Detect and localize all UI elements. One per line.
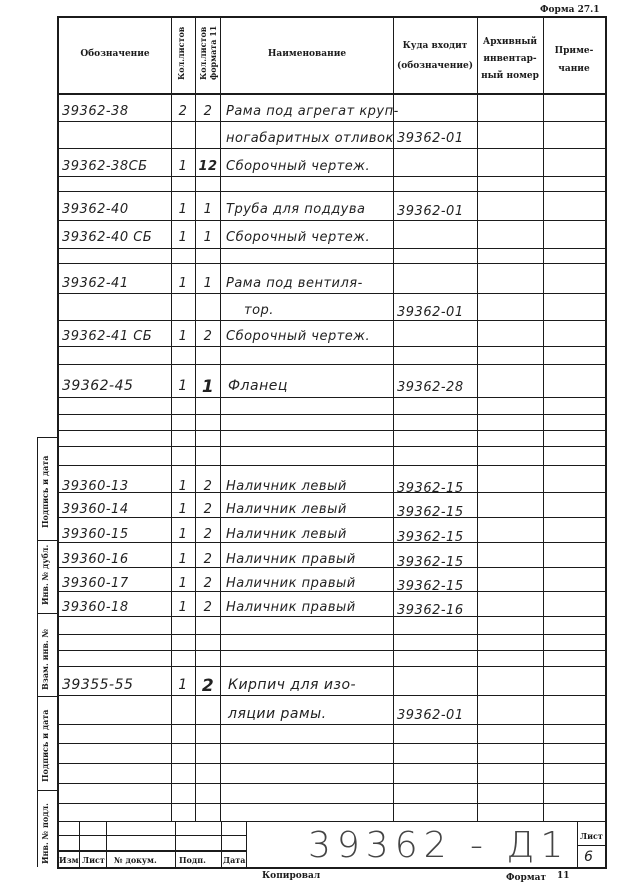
row-line bbox=[57, 430, 606, 431]
row-14-count: 1 bbox=[178, 600, 188, 615]
stamp-line bbox=[106, 821, 107, 867]
row-0-designation: 39362-38 bbox=[62, 104, 129, 119]
frame-top bbox=[57, 16, 606, 18]
row-14-designation: 39360-18 bbox=[62, 600, 129, 615]
row-12-name: Наличник правый bbox=[226, 552, 356, 567]
row-line bbox=[57, 695, 606, 696]
stamp-data: Дата bbox=[223, 855, 246, 865]
side-label-3: Взам. инв. № bbox=[40, 628, 50, 690]
row-8-count: 1 bbox=[178, 378, 188, 394]
row-13-where: 39362-15 bbox=[397, 579, 464, 594]
header-used-in-line1: Куда входит bbox=[402, 41, 468, 51]
stamp-izm: Изм bbox=[59, 855, 79, 865]
side-strip-line bbox=[37, 437, 57, 438]
row-line bbox=[57, 724, 606, 725]
footer-copied: Копировал bbox=[262, 871, 321, 881]
stamp-line bbox=[246, 821, 606, 822]
row-line bbox=[57, 121, 606, 122]
row-15-name: Кирпич для изо- bbox=[228, 677, 357, 693]
row-line bbox=[57, 616, 606, 617]
header-used-in-line2: (обозначение) bbox=[397, 61, 473, 71]
header-sheets-format: Кол.листов формата 11 bbox=[198, 25, 218, 80]
header-archive bbox=[478, 34, 542, 85]
stamp-line bbox=[577, 821, 578, 867]
row-14-where: 39362-16 bbox=[397, 603, 464, 618]
row-line bbox=[57, 591, 606, 592]
row-7-name: Сборочный чертеж. bbox=[226, 329, 371, 344]
row-0-name: Рама под агрегат круп- bbox=[226, 104, 399, 119]
row-1-where: 39362-01 bbox=[397, 131, 464, 146]
row-9-designation: 39360-13 bbox=[62, 479, 129, 494]
stamp-line bbox=[577, 845, 606, 846]
col-line bbox=[171, 16, 172, 822]
row-3-format: 1 bbox=[203, 202, 213, 217]
row-8-format: 1 bbox=[201, 377, 215, 397]
row-15-count: 1 bbox=[178, 677, 188, 693]
form-label: Форма 27.1 bbox=[540, 5, 600, 15]
row-8-name: Фланец bbox=[228, 378, 288, 394]
row-7-count: 1 bbox=[178, 329, 188, 344]
row-7-format: 2 bbox=[203, 329, 213, 344]
row-4-designation: 39362-40 СБ bbox=[62, 230, 153, 245]
frame-right bbox=[605, 16, 607, 868]
row-10-count: 1 bbox=[178, 502, 188, 517]
row-5-format: 1 bbox=[203, 276, 213, 291]
row-0-format: 2 bbox=[203, 104, 213, 119]
side-label-4: Подпись и дата bbox=[40, 709, 50, 782]
row-line bbox=[57, 364, 606, 365]
row-5-count: 1 bbox=[178, 276, 188, 291]
row-4-count: 1 bbox=[178, 230, 188, 245]
row-2-count: 1 bbox=[178, 159, 188, 174]
row-15-designation: 39355-55 bbox=[62, 677, 134, 693]
header-archive-line3: ный номер bbox=[481, 71, 539, 81]
row-line bbox=[57, 446, 606, 447]
stamp-line bbox=[57, 835, 247, 836]
side-strip-line bbox=[37, 696, 57, 697]
row-4-format: 1 bbox=[203, 230, 213, 245]
side-strip-line bbox=[37, 540, 57, 541]
row-9-format: 2 bbox=[203, 479, 213, 494]
row-line bbox=[57, 542, 606, 543]
row-15-format: 2 bbox=[201, 676, 215, 696]
row-line bbox=[57, 293, 606, 294]
row-line bbox=[57, 634, 606, 635]
row-9-where: 39362-15 bbox=[397, 481, 464, 496]
row-line bbox=[57, 650, 606, 651]
stamp-sheet-number: 6 bbox=[584, 849, 594, 865]
col-line bbox=[543, 16, 544, 822]
row-12-designation: 39360-16 bbox=[62, 552, 129, 567]
side-strip-line bbox=[37, 790, 57, 791]
header-note-line2: чание bbox=[558, 64, 590, 74]
row-10-name: Наличник левый bbox=[226, 502, 347, 517]
row-line bbox=[57, 465, 606, 466]
col-line bbox=[477, 16, 478, 822]
row-12-format: 2 bbox=[203, 552, 213, 567]
row-line bbox=[57, 248, 606, 249]
row-14-name: Наличник правый bbox=[226, 600, 356, 615]
stamp-line bbox=[57, 850, 247, 852]
footer-format-label: Формат bbox=[506, 873, 547, 883]
row-9-count: 1 bbox=[178, 479, 188, 494]
row-3-count: 1 bbox=[178, 202, 188, 217]
row-9-name: Наличник левый bbox=[226, 479, 347, 494]
row-line bbox=[57, 346, 606, 347]
row-13-name: Наличник правый bbox=[226, 576, 356, 591]
stamp-line bbox=[79, 821, 80, 867]
row-7-designation: 39362-41 СБ bbox=[62, 329, 153, 344]
row-line bbox=[57, 176, 606, 177]
row-line bbox=[57, 666, 606, 667]
row-11-designation: 39360-15 bbox=[62, 527, 129, 542]
row-11-name: Наличник левый bbox=[226, 527, 347, 542]
row-line bbox=[57, 397, 606, 398]
row-line bbox=[57, 743, 606, 744]
header-used-in bbox=[394, 40, 476, 72]
row-13-designation: 39360-17 bbox=[62, 576, 129, 591]
footer-format-value: 11 bbox=[557, 871, 570, 881]
row-14-format: 2 bbox=[203, 600, 213, 615]
stamp-sheet-label: Лист bbox=[580, 831, 603, 841]
row-2-format: 12 bbox=[198, 159, 218, 174]
row-10-designation: 39360-14 bbox=[62, 502, 129, 517]
row-0-count: 2 bbox=[178, 104, 188, 119]
stamp-list: Лист bbox=[82, 855, 105, 865]
row-1-name: ногабаритных отливок bbox=[226, 131, 394, 146]
frame-bottom bbox=[57, 867, 607, 869]
row-line bbox=[57, 763, 606, 764]
row-10-format: 2 bbox=[203, 502, 213, 517]
row-11-count: 1 bbox=[178, 527, 188, 542]
row-4-name: Сборочный чертеж. bbox=[226, 230, 371, 245]
stamp-doc: № докум. bbox=[114, 855, 157, 865]
row-5-designation: 39362-41 bbox=[62, 276, 129, 291]
header-designation: Обозначение bbox=[80, 49, 150, 59]
header-divider bbox=[57, 93, 606, 95]
row-line bbox=[57, 567, 606, 568]
side-label-2: Инв. № дубл. bbox=[40, 544, 50, 605]
header-archive-line1: Архивный bbox=[482, 37, 538, 47]
row-12-count: 1 bbox=[178, 552, 188, 567]
side-strip-line bbox=[37, 613, 57, 614]
row-line bbox=[57, 263, 606, 264]
side-label-5: Инв. № подл. bbox=[40, 803, 50, 864]
row-line bbox=[57, 414, 606, 415]
row-12-where: 39362-15 bbox=[397, 555, 464, 570]
row-2-designation: 39362-38СБ bbox=[62, 159, 148, 174]
row-11-where: 39362-15 bbox=[397, 530, 464, 545]
header-note bbox=[544, 42, 604, 78]
frame-left bbox=[57, 16, 59, 868]
row-line bbox=[57, 517, 606, 518]
row-6-where: 39362-01 bbox=[397, 305, 464, 320]
row-5-name: Рама под вентиля- bbox=[226, 276, 363, 291]
col-line bbox=[195, 16, 196, 822]
stamp-line bbox=[221, 821, 222, 867]
row-3-where: 39362-01 bbox=[397, 204, 464, 219]
row-2-name: Сборочный чертеж. bbox=[226, 159, 371, 174]
row-line bbox=[57, 148, 606, 149]
side-strip-line bbox=[37, 437, 38, 867]
row-16-name: ляции рамы. bbox=[228, 706, 327, 722]
stamp-line bbox=[175, 821, 176, 867]
col-line bbox=[220, 16, 221, 822]
stamp-podp: Подп. bbox=[179, 855, 206, 865]
row-11-format: 2 bbox=[203, 527, 213, 542]
row-6-name: тор. bbox=[244, 303, 274, 318]
header-archive-line2: инвентар- bbox=[483, 54, 537, 64]
stamp-line bbox=[57, 821, 247, 822]
stamp-line bbox=[246, 821, 247, 867]
header-note-line1: Приме- bbox=[554, 46, 594, 56]
row-13-count: 1 bbox=[178, 576, 188, 591]
row-10-where: 39362-15 bbox=[397, 505, 464, 520]
row-3-name: Труба для поддува bbox=[226, 202, 366, 217]
header-name: Наименование bbox=[267, 49, 347, 59]
row-16-where: 39362-01 bbox=[397, 708, 464, 723]
row-line bbox=[57, 783, 606, 784]
row-line bbox=[57, 191, 606, 192]
row-8-where: 39362-28 bbox=[397, 380, 464, 395]
header-sheets-count: Кол.листов bbox=[176, 26, 186, 80]
side-label-1: Подпись и дата bbox=[40, 455, 50, 528]
document-code: 39362 - Д1 bbox=[308, 825, 570, 866]
row-line bbox=[57, 320, 606, 321]
row-13-format: 2 bbox=[203, 576, 213, 591]
row-3-designation: 39362-40 bbox=[62, 202, 129, 217]
row-line bbox=[57, 803, 606, 804]
row-line bbox=[57, 220, 606, 221]
row-8-designation: 39362-45 bbox=[62, 378, 134, 394]
